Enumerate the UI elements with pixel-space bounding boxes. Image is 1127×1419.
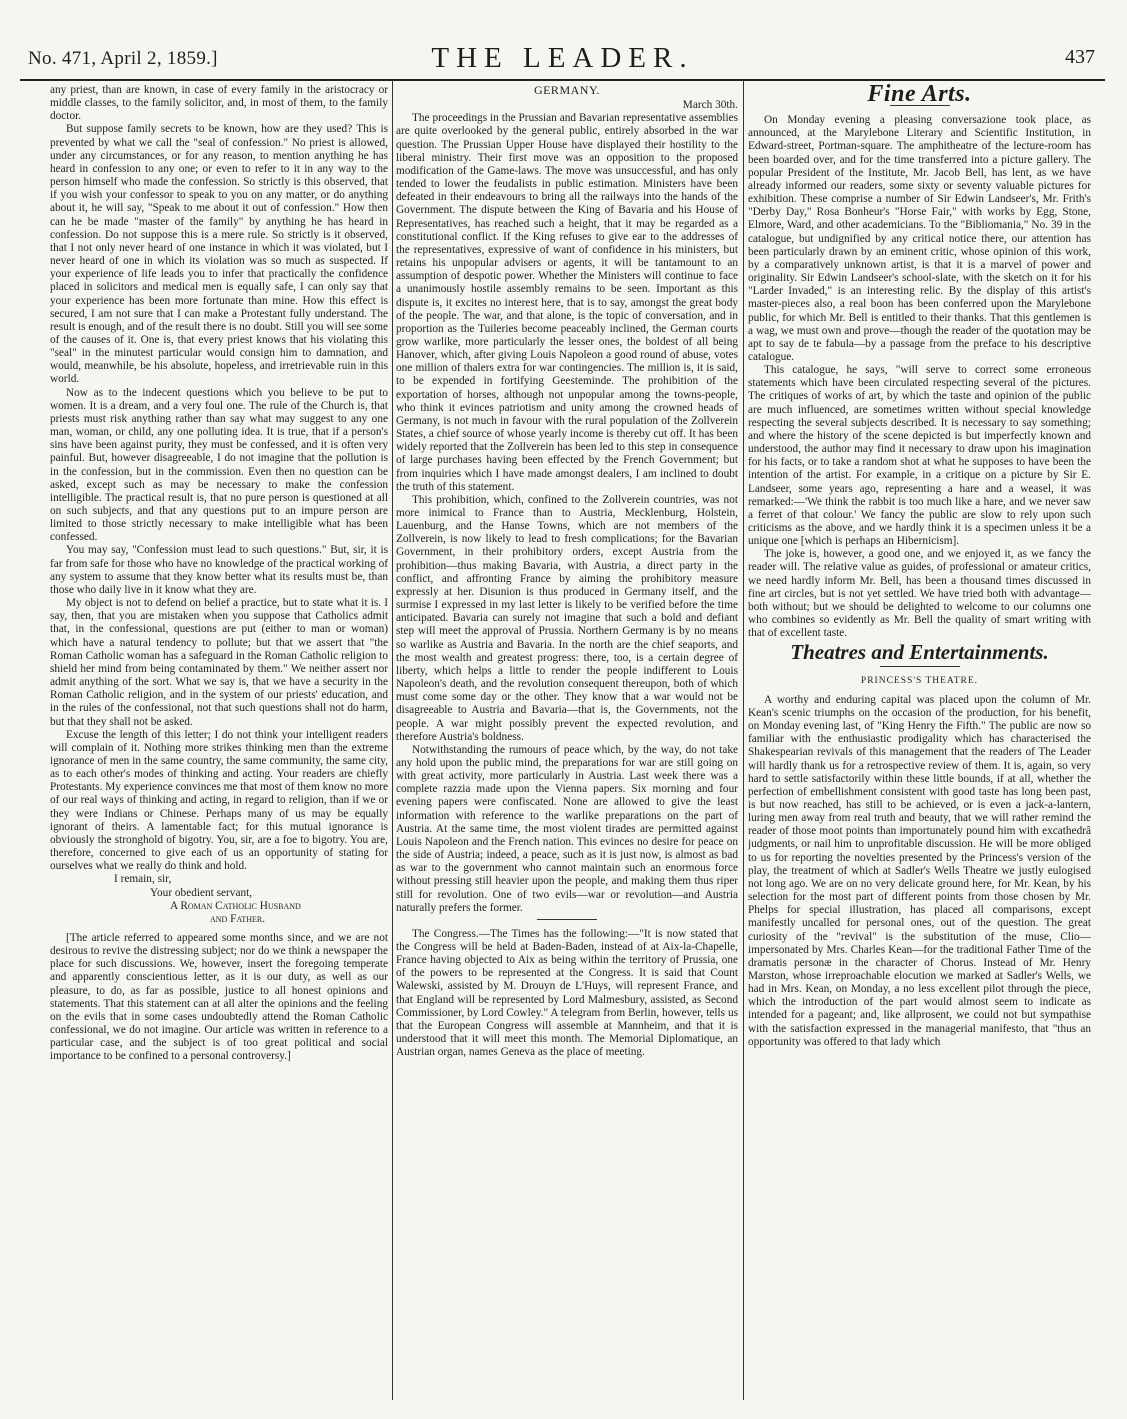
signature-line: Your obedient servant, [150, 886, 253, 899]
signature-line: I remain, sir, [114, 873, 172, 886]
column-middle [396, 84, 738, 1404]
ornamental-rule [880, 666, 960, 667]
editor-note: [The article referred to appeared some months since, and we are not desirous to revive the distressing subject; nor do we think a newspaper the place for such discussions. We, however, insert the foregoing temperate and apparently conscientious letter, as it is our duty, as well as our pleasure, to do, as far as possible, justice to all honest opinions and statements. That this statement can at all alter the opinions and the feeling on the evils that in some cases undoubtedly attend the Roman Catholic confessional, we do not imagine. Our article was written in reference to a particular case, and the subject is of too great political and social importance to be confined to a personal controversy.] [50, 932, 388, 1063]
column-divider [392, 80, 393, 1400]
column-right [748, 84, 1091, 1404]
dateline: March 30th. [682, 99, 738, 112]
paragraph: But suppose family secrets to be known, how are they used? This is prevented by what we call the "seal of confession." No priest is allowed, under any circumstances, or for any reason, to mention anything he has heard in confession to any one; or even to refer to it in any way to the person himself who made the confession. So strictly is this observed, that if you wish your confessor to speak to you on any matter, or do anything about it, he will say, "Speak to me about it out of confession." How then can he be made "master of the family" by anything he has heard in confession. Do not suppose this is a mere rule. So strictly is it observed, that I not only never heard of one instance in which it was violated, but I never heard of one in which its violation was so much as suspected. If your experience of life leads you to infer that practically the confidence placed in solicitors and medical men is equally safe, I can only say that your experience has been more fortunate than mine. How this effect is secured, I am not sure that I can make a Protestant fully understand. The result is enough, and of the result there is no doubt. Still you will see some of the causes of it. One is, that every priest knows that his violating this "seal" in the minutest particular would consign him to damnation, and would, meanwhile, be his absolute, hopeless, and irretrievable ruin in this world. [50, 123, 388, 386]
section-heading: Theatres and Entertainments. [790, 640, 1049, 665]
paragraph: any priest, than are known, in case of every family in the aristocracy or middle classes, to the family solicitor, and, in most of them, to the family doctor. [50, 84, 388, 123]
paragraph: My object is not to defend on belief a practice, but to state what it is. I say, then, that you are mistaken when you suppose that Catholics admit that, in the confessional, questions are put (either to man or woman) which have a natural tendency to pollute; but that we assert that "the Roman Catholic woman has a safeguard in the Roman Catholic religion to shield her mind from being contaminated by them." We neither assert nor admit anything of the sort. What we say is, that we have a security in the Roman Catholic religion, and in the system of our priests' education, and in the rules of the confessional, not that such questions shall not do harm, but that they shall not be asked. [50, 597, 388, 728]
page-number: 437 [1065, 46, 1095, 68]
paragraph: A worthy and enduring capital was placed upon the column of Mr. Kean's scenic triumphs on the occasion of the production, for his benefit, on Monday evening last, of "King Henry the Fifth." The public are now so familiar with the enthusiastic prodigality which has characterised the Shakespearian revivals of this management that the readers of The Leader will hardly thank us for a retrospective review of them. It is, again, so very hard to settle satisfactorily within these little bounds, if at all, whether the perfection of embellishment consistent with good taste has long been past, is but now reached, has still to be achieved, or is even a jack-a-lantern, luring men away from real truth and beauty, that we will rather remind the reader of those moot points than importunately pound him with excathedrâ judgments, or nail him to unprofitable discussion. He will be more obliged to us for reporting the novelties presented by the Princess's version of the play, the treatment of which at Sadler's Wells Theatre we justly eulogised not long ago. We are on no very delicate ground here, for Mr. Kean, by his selection for the most part of different points from those chosen by Mr. Phelps for special illustration, has placed all comparisons, except manifestly uncalled for personal ones, out of the question. The great curiosity of the "revival" is the substitution of the muse, Clio—impersonated by Mrs. Charles Kean—for the traditional Father Time of the dramatis personæ in the character of Chorus. Instead of Mr. Henry Marston, whose irreproachable elocution we marked at Sadler's Wells, we had in Mrs. Kean, on Monday, a no less excellent pilot through the piece, which the introduction of the part would almost seem to indicate as intended for a pageant; and, like allprosent, we could not but sympathise with the satisfaction expressed in the managerial manifesto, that "thus an opportunity was offered to that lady which [748, 693, 1091, 1048]
paragraph: Notwithstanding the rumours of peace which, by the way, do not take any hold upon the public mind, the preparations for war are still going on with great activity, more particularly in Austria. Last week there was a complete razzia made upon the Vienna papers. Six morning and four evening papers were confiscated. None are allowed to give the least information with reference to the warlike preparations on the part of Austria. At the same time, the most violent tirades are permitted against Louis Napoleon and the French nation. This evinces no desire for peace on the side of Austria; indeed, a peace, such as it is just now, is almost as bad as war to the government who cannot maintain such an enormous force without pressing still heavier upon the people, and making them thus riper still for revolution. One of two evils—war or revolution—and Austria naturally prefers the former. [396, 743, 738, 914]
paragraph: You may say, "Confession must lead to such questions." But, sir, it is far from safe for those who have no knowledge of the practical working of any system to assume that they know better what its results must be, than those who daily live in it know what they are. [50, 544, 388, 596]
paragraph: The Congress.—The Times has the following:—"It is now stated that the Congress will be held at Baden-Baden, instead of at Aix-la-Chapelle, France having objected to Aix as being within the territory of Prussia, one of the powers to be represented at the Congress. It is said that Count Walewski, assisted by M. Drouyn de L'Huys, will represent France, and that England will be represented by Lord Malmesbury, assisted, as Second Commissioner, by Lord Cowley." A telegram from Berlin, however, tells us that the European Congress will assemble at Mannheim, and that it is understood that it will meet this month. The Memorial Diplomatique, an Austrian organ, names Geneva as the place of meeting. [396, 927, 738, 1059]
paragraph: Now as to the indecent questions which you believe to be put to women. It is a dream, and a very foul one. The rule of the Church is, that priests must risk anything rather than say what may suggest to any one man, woman, or child, any one polluting idea. It is true, that if a person's sins have been against purity, they must be confessed, and it is often very painful. But, however disagreeable, I do not imagine that the pollution is in the confession, but in the commission. Even then no question can be asked, except such as may be necessary to make the confession intelligible. The practical result is, that no pure person is questioned at all on such subjects, and that any questions put to an impure person are limited to those strictly necessary to make intelligible what has been confessed. [50, 386, 388, 544]
column-left [50, 84, 388, 1404]
subheading: PRINCESS'S THEATRE. [860, 675, 979, 686]
page-header [20, 40, 1105, 78]
paragraph: Excuse the length of this letter; I do not think your intelligent readers will complain of it. Nothing more strikes thinking men than the extreme ignorance of men in the same country, the same community, the same city, as to each other's modes of thinking and acting. Your readers are chiefly Protestants. My experience convinces me that most of them know no more of our real ways of thinking and acting, in regard to religion, than if we or they were Indians or Chinese. Perhaps many of us may be equally ignorant of theirs. A lamentable fact; for this mutual ignorance is obviously the stronghold of bigotry. You, sir, are a foe to bigotry. You are, therefore, concerned to give each of us an opportunity of stating for ourselves what we really do think and hold. [50, 728, 388, 873]
paragraph: This prohibition, which, confined to the Zollverein countries, was not more inimical to France than to Austria, Mecklenburg, Holstein, Lauenburg, and the Hanse Towns, which are not members of the Zollverein, is now likely to lead to fresh complications; for the Bavarian Government, in their prohibitory orders, except Austria from the prohibition—thus making Bavaria, with Austria, a direct party in the conflict, and affronting France by aiming the prohibitory measure expressly at her. Disunion is thus produced in Germany itself, and the surmise I expressed in my last letter is likely to be verified before the time anticipated. Bavaria can surely not imagine that such a bold and defiant step will meet the approval of Prussia. Northern Germany is by no means so warlike as Austria and Bavaria. In the north are the chief seaports, and the most wealth and greatest progress: there, too, is a certain degree of liberty, which helps a little to render the people indifferent to Louis Napoleon's death, and the revolution consequent thereupon, both of which must come some day or the other. They know that a war would not be disagreeable to Austria and Bavaria—that is, the Governments, not the people. A war might possibly prevent the expected revolution, and therefore Austria's boldness. [396, 493, 738, 743]
section-heading: Fine Arts. [867, 84, 972, 107]
issue-line: No. 471, April 2, 1859.] [28, 48, 218, 69]
column-divider [743, 80, 744, 1400]
paragraph: On Monday evening a pleasing conversazione took place, as announced, at the Marylebone Literary and Scientific Institution, in Edward-street, Portman-square. The amphitheatre of the lecture-room has been boarded over, and for the time transferred into a picture gallery. The popular President of the Institute, Mr. Jacob Bell, has lent, as we have already informed our readers, some sixty or seventy valuable pictures for exhibition. These comprise a number of Sir Edwin Landseer's, Mr. Frith's "Derby Day," Rosa Bonheur's "Horse Fair," with works by Egg, Stone, Elmore, Ward, and other academicians. To the "Bibliomania," No. 39 in the catalogue, but undignified by any critical notice there, our attention has been particularly drawn by an eminent critic, whose opinion of this work, by a comparatively unknown artist, is that it is a marvel of power and originality. Sir Edwin Landseer's school-slate, with the sketch on it for his "Larder Invaded," is an interesting relic. By the display of this artist's master-pieces also, a real boon has been conferred upon the Marylebone public, for which Mr. Bell is entitled to their thanks. That this gentlemen is a wag, we must own and prove—though the reader of the quotation may be apt to say de te fabula—by a passage from the preface to his descriptive catalogue. [748, 114, 1091, 363]
signature-line: A Roman Catholic Husband [170, 899, 301, 912]
signature-line: and Father. [210, 912, 266, 925]
paragraph: The joke is, however, a good one, and we enjoyed it, as we fancy the reader will. The relative value as guides, of professional or amateur critics, we need hardly inform Mr. Bell, has been a thousand times discussed in fine art circles, but is not yet settled. We have tried both with advantage—both without; but we should be delighted to welcome to our columns one who combines so evidently as Mr. Bell the quality of smart writing with that of excellent taste. [748, 548, 1091, 640]
masthead: THE LEADER. [431, 42, 694, 74]
paragraph: This catalogue, he says, "will serve to correct some erroneous statements which have been circulated respecting several of the pictures. The critiques of works of art, by which the taste and opinion of the public are much influenced, are sometimes written without special knowledge respecting the several subjects described. It is necessary to say something; and where the history of the scene depicted is but imperfectly known and understood, the author may find it necessary to draw upon his imagination for his facts, or to take a random shot at what he supposes to have been the intention of the artist. For example, in a critique on a picture by Sir E. Landseer, some years ago, representing a hare and a weasel, it was remarked:—'We think the rabbit is too much like a hare, and we never saw a ferret of that colour.' We fancy the public are slow to rely upon such criticisms as the above, and we hardly think it is a specimen unless it be a unique one [which is perhaps an Hibernicism]. [748, 364, 1091, 548]
section-heading: GERMANY. [533, 84, 601, 97]
divider-rule [537, 919, 597, 920]
paragraph: The proceedings in the Prussian and Bavarian representative assemblies are quite overlooked by the general public, entirely absorbed in the war question. The Prussian Upper House have displayed their hostility to the liberal ministry. Their first move was an opposition to the proposed modification of the Game-laws. The move was unsuccessful, and has only tended to lower the feudalists in public estimation. Ministers have been defeated in their endeavours to bring all the railways into the hands of the Government. The dispute between the King of Bavaria and his House of Representatives, has reached such a height, that it may be regarded as a constitutional conflict. If the King refuses to give ear to the addresses of the representatives, expressive of want of confidence in his ministers, but retains his unpopular advisers or agents, it will be tantamount to an assumption of despotic power. Whether the Ministers will continue to face a unanimously hostile assembly remains to be seen. Important as this dispute is, it excites no interest here, that is to say, amongst the great body of the people. The war, and that alone, is the topic of conversation, and in proportion as the Tuileries become peaceably inclined, the German courts grow warlike, more particularly the lesser ones, the boldest of all being Hanover, which, after giving Louis Napoleon a good round of abuse, votes one million of thalers extra for war contingencies. The million is, it is said, to be expended in fortifying Geesteminde. The prohibition of the exportation of horses, although not unpopular among the towns-people, who think it evinces patriotism and unity among the crowned heads of Germany, is not much in favour with the rural population of the Zollverein States, a chief source of whose yearly income is thereby cut off. It has been widely reported that the Zollverein has been led to this step in consequence of large purchases having been effected by the French Government; but from inquiries which I have made amongst dealers, I am inclined to doubt the truth of this statement. [396, 112, 738, 493]
header-rule [20, 79, 1105, 81]
